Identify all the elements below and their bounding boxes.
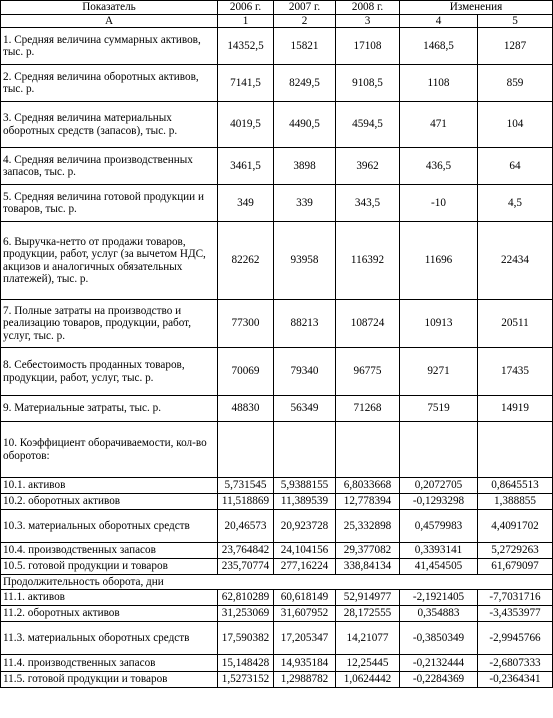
cell-2007: 56349	[274, 396, 336, 422]
table-row	[1, 348, 553, 396]
cell-change-5: 17435	[478, 348, 553, 396]
cell-2007: 5,9388155	[274, 478, 336, 494]
cell-2008: 71268	[336, 396, 400, 422]
row-label: 10.2. оборотных активов	[1, 494, 218, 510]
cell-change-4: 10913	[400, 300, 478, 348]
cell-2007: 88213	[274, 300, 336, 348]
cell-change-5: -0,2364341	[478, 672, 553, 688]
cell-2008: 29,377082	[336, 543, 400, 559]
cell-2008: 343,5	[336, 185, 400, 222]
cell-2006: 31,253069	[218, 606, 274, 622]
cell-2008: 9108,5	[336, 65, 400, 102]
cell-2006: 48830	[218, 396, 274, 422]
row-label: 4. Средняя величина производственных запасов, тыс. р.	[1, 148, 218, 185]
cell-change-4: 0,3393141	[400, 543, 478, 559]
table-row	[1, 559, 553, 575]
cell-change-5: 4,5	[478, 185, 553, 222]
cell-2006: 70069	[218, 348, 274, 396]
row-label: 6. Выручка-нетто от продажи товаров, продукции, работ, услуг (за вычетом НДС, акцизов и аналогичных обязательных платежей), тыс. р.	[1, 222, 218, 300]
row-label: 5. Средняя величина готовой продукции и товаров, тыс. р.	[1, 185, 218, 222]
table-row	[1, 575, 553, 590]
cell-change-5: 859	[478, 65, 553, 102]
cell-2008: 338,84134	[336, 559, 400, 575]
cell-change-5: 1,388855	[478, 494, 553, 510]
row-label: 11.3. материальных оборотных средств	[1, 622, 218, 655]
cell-2008	[336, 422, 400, 478]
cell-2007: 20,923728	[274, 510, 336, 543]
index-1: 1	[218, 14, 274, 28]
header-2008: 2008 г.	[336, 1, 400, 15]
cell-change-5: 0,8645513	[478, 478, 553, 494]
cell-change-5: -2,9945766	[478, 622, 553, 655]
table-row	[1, 655, 553, 672]
cell-2008: 12,778394	[336, 494, 400, 510]
cell-2006: 62,810289	[218, 590, 274, 606]
cell-2008: 12,25445	[336, 655, 400, 672]
cell-2006: 82262	[218, 222, 274, 300]
table-row	[1, 672, 553, 688]
cell-change-5: 20511	[478, 300, 553, 348]
cell-2007: 79340	[274, 348, 336, 396]
cell-2007: 31,607952	[274, 606, 336, 622]
table-row	[1, 102, 553, 148]
cell-2006: 23,764842	[218, 543, 274, 559]
cell-2007: 14,935184	[274, 655, 336, 672]
header-2006: 2006 г.	[218, 1, 274, 15]
row-label: 8. Себестоимость проданных товаров, продукции, работ, услуг, тыс. р.	[1, 348, 218, 396]
cell-2008: 116392	[336, 222, 400, 300]
cell-2008: 3962	[336, 148, 400, 185]
table-row	[1, 185, 553, 222]
cell-2007: 60,618149	[274, 590, 336, 606]
index-row	[1, 14, 553, 28]
cell-2008: 108724	[336, 300, 400, 348]
cell-change-5: 22434	[478, 222, 553, 300]
cell-2007: 3898	[274, 148, 336, 185]
table-row	[1, 65, 553, 102]
cell-change-4: 7519	[400, 396, 478, 422]
cell-change-5: 104	[478, 102, 553, 148]
row-label: 11.1. активов	[1, 590, 218, 606]
cell-change-4: 0,354883	[400, 606, 478, 622]
index-3: 3	[336, 14, 400, 28]
cell-2006	[218, 422, 274, 478]
row-label: 10.4. производственных запасов	[1, 543, 218, 559]
cell-2006: 1,5273152	[218, 672, 274, 688]
cell-2007: 4490,5	[274, 102, 336, 148]
table-row	[1, 478, 553, 494]
cell-2006: 17,590382	[218, 622, 274, 655]
table-row	[1, 494, 553, 510]
cell-2006: 14352,5	[218, 28, 274, 65]
cell-2007: 277,16224	[274, 559, 336, 575]
cell-change-4: 436,5	[400, 148, 478, 185]
cell-change-5: 4,4091702	[478, 510, 553, 543]
cell-change-4: 1108	[400, 65, 478, 102]
cell-change-4: 0,2072705	[400, 478, 478, 494]
cell-2006: 235,70774	[218, 559, 274, 575]
row-label: 10. Коэффициент оборачиваемости, кол-во оборотов:	[1, 422, 218, 478]
cell-2006: 5,731545	[218, 478, 274, 494]
cell-2007: 15821	[274, 28, 336, 65]
row-label: 3. Средняя величина материальных оборотных средств (запасов), тыс. р.	[1, 102, 218, 148]
cell-2006: 77300	[218, 300, 274, 348]
table-row	[1, 148, 553, 185]
index-a: А	[1, 14, 218, 28]
cell-2006: 20,46573	[218, 510, 274, 543]
section-heading: Продолжительность оборота, дни	[1, 575, 553, 590]
cell-2007: 1,2988782	[274, 672, 336, 688]
cell-2008: 52,914977	[336, 590, 400, 606]
table-row	[1, 606, 553, 622]
cell-2007: 17,205347	[274, 622, 336, 655]
cell-change-4: 11696	[400, 222, 478, 300]
cell-2006: 7141,5	[218, 65, 274, 102]
row-label: 9. Материальные затраты, тыс. р.	[1, 396, 218, 422]
index-5: 5	[478, 14, 553, 28]
table-row	[1, 422, 553, 478]
cell-change-5: 1287	[478, 28, 553, 65]
header-2007: 2007 г.	[274, 1, 336, 15]
cell-change-4: 1468,5	[400, 28, 478, 65]
cell-2006: 4019,5	[218, 102, 274, 148]
cell-change-5: 5,2729263	[478, 543, 553, 559]
table-row	[1, 590, 553, 606]
header-changes: Изменения	[400, 1, 553, 15]
cell-change-4: -0,2132444	[400, 655, 478, 672]
cell-2006: 11,518869	[218, 494, 274, 510]
cell-change-4: -0,3850349	[400, 622, 478, 655]
header-indicator: Показатель	[1, 1, 218, 15]
cell-2008: 14,21077	[336, 622, 400, 655]
row-label: 10.1. активов	[1, 478, 218, 494]
cell-2007: 93958	[274, 222, 336, 300]
cell-2006: 3461,5	[218, 148, 274, 185]
row-label: 11.5. готовой продукции и товаров	[1, 672, 218, 688]
row-label: 1. Средняя величина суммарных активов, тыс. р.	[1, 28, 218, 65]
cell-2006: 15,148428	[218, 655, 274, 672]
row-label: 10.5. готовой продукции и товаров	[1, 559, 218, 575]
cell-2008: 4594,5	[336, 102, 400, 148]
cell-2008: 25,332898	[336, 510, 400, 543]
table-row	[1, 300, 553, 348]
cell-2008: 17108	[336, 28, 400, 65]
cell-2007: 24,104156	[274, 543, 336, 559]
table-row	[1, 28, 553, 65]
cell-2007: 8249,5	[274, 65, 336, 102]
row-label: 7. Полные затраты на производство и реализацию товаров, продукции, работ, услуг, тыс. р.	[1, 300, 218, 348]
cell-change-4: 471	[400, 102, 478, 148]
cell-change-5: -3,4353977	[478, 606, 553, 622]
table-row	[1, 622, 553, 655]
row-label: 11.4. производственных запасов	[1, 655, 218, 672]
cell-2006: 349	[218, 185, 274, 222]
row-label: 10.3. материальных оборотных средств	[1, 510, 218, 543]
index-2: 2	[274, 14, 336, 28]
cell-change-5: -7,7031716	[478, 590, 553, 606]
row-label: 2. Средняя величина оборотных активов, тыс. р.	[1, 65, 218, 102]
cell-2008: 96775	[336, 348, 400, 396]
cell-change-5: 14919	[478, 396, 553, 422]
cell-change-4: -2,1921405	[400, 590, 478, 606]
cell-change-4: 0,4579983	[400, 510, 478, 543]
row-label: 11.2. оборотных активов	[1, 606, 218, 622]
cell-change-4: 41,454505	[400, 559, 478, 575]
cell-change-5	[478, 422, 553, 478]
cell-2007: 11,389539	[274, 494, 336, 510]
cell-change-4: -0,2284369	[400, 672, 478, 688]
cell-2008: 6,8033668	[336, 478, 400, 494]
table-row	[1, 222, 553, 300]
cell-change-4: 9271	[400, 348, 478, 396]
table-row	[1, 510, 553, 543]
table-row	[1, 396, 553, 422]
cell-2008: 28,172555	[336, 606, 400, 622]
table-row	[1, 543, 553, 559]
cell-2007: 339	[274, 185, 336, 222]
cell-change-5: -2,6807333	[478, 655, 553, 672]
cell-2008: 1,0624442	[336, 672, 400, 688]
cell-change-5: 64	[478, 148, 553, 185]
cell-change-4: -0,1293298	[400, 494, 478, 510]
cell-change-5: 61,679097	[478, 559, 553, 575]
cell-2007	[274, 422, 336, 478]
cell-change-4	[400, 422, 478, 478]
index-4: 4	[400, 14, 478, 28]
header-row	[1, 1, 553, 15]
cell-change-4: -10	[400, 185, 478, 222]
